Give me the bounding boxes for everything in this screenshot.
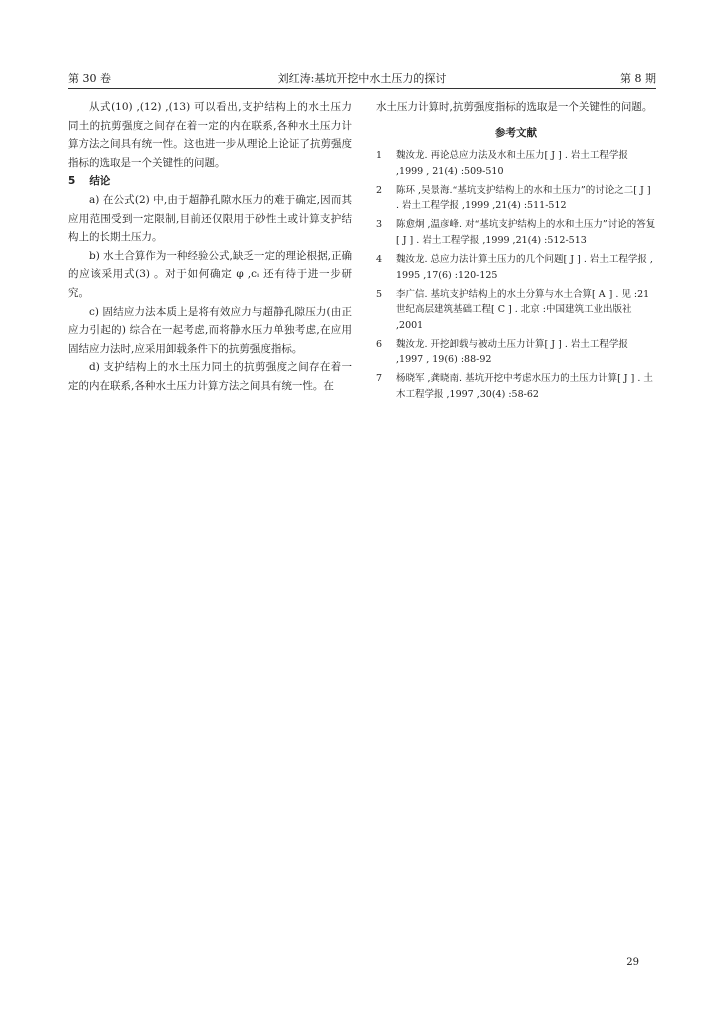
reference-text: 魏汝龙. 总应力法计算土压力的几个问题[ J ] . 岩土工程学报 , 1995 ,17(6) :120-125 [396, 253, 653, 281]
reference-text: 李广信. 基坑支护结构上的水土分算与水土合算[ A ] . 见 :21 世纪高层建筑基础工程[ C ] . 北京 :中国建筑工业出版社 ,2001 [396, 288, 650, 331]
reference-number: 4 [376, 253, 383, 265]
references-list [376, 148, 656, 402]
page-number: 29 [626, 957, 639, 968]
reference-item [376, 337, 656, 368]
section-title: 结论 [89, 175, 111, 188]
section-heading [68, 172, 352, 191]
conclusion-d: d) 支护结构上的水土压力同土的抗剪强度之间存在着一定的内在联系,各种水土压力计算方法之间具有统一性。在 [68, 361, 352, 392]
reference-text: 魏汝龙. 再论总应力法及水和土压力[ J ] . 岩土工程学报 ,1999 , 21(4) :509-510 [396, 150, 628, 177]
header-volume: 第 30 卷 [68, 72, 111, 85]
conclusion-b: b) 水土合算作为一种经验公式,缺乏一定的理论根据,正确的应该采用式(3) 。对于如何确定 φ ,cᵢ 还有待于进一步研究。 [68, 249, 352, 299]
reference-item [376, 287, 656, 334]
references-title: 参考文献 [495, 126, 537, 139]
reference-item [376, 148, 656, 179]
left-column [68, 98, 352, 396]
reference-item [376, 183, 656, 214]
conclusion-c: c) 固结应力法本质上是将有效应力与超静孔隙压力(由正应力引起的) 综合在一起考虑,而将静水压力单独考虑,在应用固结应力法时,应采用卸载条件下的抗剪强度指标。 [68, 305, 352, 355]
reference-number: 2 [376, 184, 383, 196]
paragraph-intro: 从式(10) ,(12) ,(13) 可以看出,支护结构上的水土压力同土的抗剪强度之间存在着一定的内在联系,各种水土压力计算方法之间具有统一性。这也进一步从理论上论证了抗剪强度指标的选取是一个关键性的问题。 [68, 101, 352, 169]
reference-text: 魏汝龙. 开挖卸载与被动土压力计算[ J ] . 岩土工程学报 ,1997 , 19(6) :88-92 [396, 338, 628, 366]
reference-text: 陈愈炯 ,温彦峰. 对“基坑支护结构上的水和土压力”讨论的答复[ J ] . 岩土工程学报 ,1999 ,21(4) :512-513 [396, 219, 656, 246]
conclusion-a: a) 在公式(2) 中,由于超静孔隙水压力的难于确定,因而其应用范围受到一定限制,目前还仅限用于砂性土或计算支护结构上的长期土压力。 [68, 193, 352, 244]
reference-item [376, 371, 656, 402]
right-column [376, 98, 656, 406]
reference-number: 7 [376, 373, 383, 385]
reference-number: 1 [376, 150, 383, 162]
reference-text: 杨晓军 ,龚晓南. 基坑开挖中考虑水压力的土压力计算[ J ] . 土木工程学报 ,1997 ,30(4) :58-62 [396, 373, 653, 400]
reference-item [376, 252, 656, 283]
reference-number: 6 [376, 338, 383, 350]
reference-text: 陈环 ,吴景海.“基坑支护结构上的水和土压力”的讨论之二[ J ] . 岩土工程学报 ,1999 ,21(4) :511-512 [396, 184, 651, 212]
header-article-title: 刘红涛:基坑开挖中水土压力的探讨 [277, 72, 447, 85]
header-issue: 第 8 期 [620, 72, 656, 85]
paragraph-continuation: 水土压力计算时,抗剪强度指标的选取是一个关键性的问题。 [376, 101, 653, 113]
reference-number: 5 [376, 288, 383, 300]
reference-item [376, 217, 656, 248]
reference-number: 3 [376, 219, 383, 231]
section-number: 5 [68, 175, 76, 188]
header-rule [68, 88, 656, 89]
